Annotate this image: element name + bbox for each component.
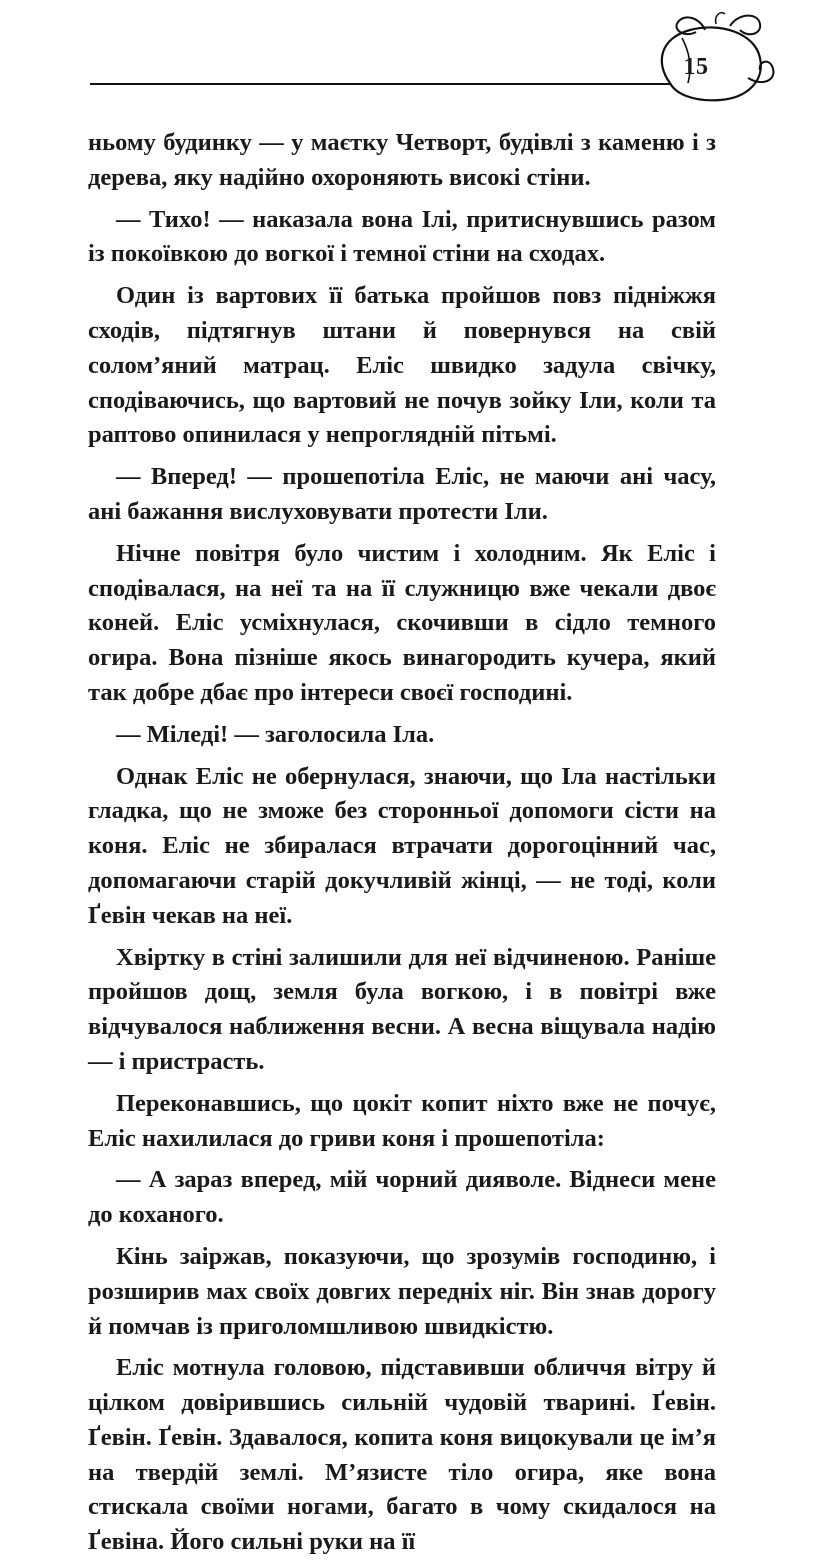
paragraph: Кінь заіржав, показуючи, що зрозумів господиню, і розширив мах своїх довгих передніх ніг. Він знав дорогу й помчав із приголомшливою швидкістю.: [88, 1242, 716, 1340]
paragraph: ньому будинку — у маєтку Четворт, будівлі з каменю і з дерева, яку надійно охороняють високі стіни.: [88, 129, 716, 191]
paragraph: — Тихо! — наказала вона Ілі, притиснувшись разом із покоївкою до вогкої і темної стіни на сходах.: [88, 205, 716, 268]
paragraph: — Вперед! — прошепотіла Еліс, не маючи ані часу, ані бажання вислуховувати протести Іли.: [88, 463, 716, 525]
paragraph: — Міледі! — заголосила Іла.: [116, 720, 435, 748]
paragraph: Нічне повітря було чистим і холодним. Як Еліс і сподівалася, на неї та на її служницю вже чекали двоє коней. Еліс усміхнулася, скочивши в сідло темного огира. Вона пізніше якось винагородить кучера, який так добре дбає про інтереси своєї господині.: [88, 539, 716, 706]
paragraph: Хвіртку в стіні залишили для неї відчиненою. Раніше пройшов дощ, земля була вогкою, і в повітрі вже відчувалося наближення весни. А весна віщувала надію — і пристрасть.: [88, 943, 716, 1075]
header-rule: [90, 83, 670, 85]
paragraph: Один із вартових її батька пройшов повз підніжжя сходів, підтягнув штани й повернувся на свій солом’яний матрац. Еліс швидко задула свічку, сподіваючись, що вартовий не почув зойку Іли, коли та раптово опинилася у непроглядній пітьмі.: [88, 282, 716, 449]
paragraph: Однак Еліс не обернулася, знаючи, що Іла настільки гладка, що не зможе без сторонньої допомоги сісти на коня. Еліс не збиралася втрачати дорогоцінний час, допомагаючи старій докучливій жінці, — не тоді, коли Ґевін чекав на неї.: [88, 762, 716, 929]
running-header: [0, 0, 827, 125]
paragraph: — А зараз вперед, мій чорний дияволе. Віднеси мене до коханого.: [88, 1166, 716, 1229]
page-number: 15: [683, 54, 709, 80]
paragraph: Переконавшись, що цокіт копит ніхто вже не почує, Еліс нахилилася до гриви коня і прошепотіла:: [88, 1089, 716, 1152]
paragraph: Еліс мотнула головою, підставивши обличчя вітру й цілком довірившись сильній чудовій тварині. Ґевін. Ґевін. Ґевін. Здавалося, копита коня вицокували це ім’я на твердій землі. М’язисте тіло огира, яке вона стискала своїми ногами, багато в чому скидалося на Ґевіна. Його сильні руки на її: [88, 1354, 716, 1556]
body-text: [88, 126, 716, 1567]
